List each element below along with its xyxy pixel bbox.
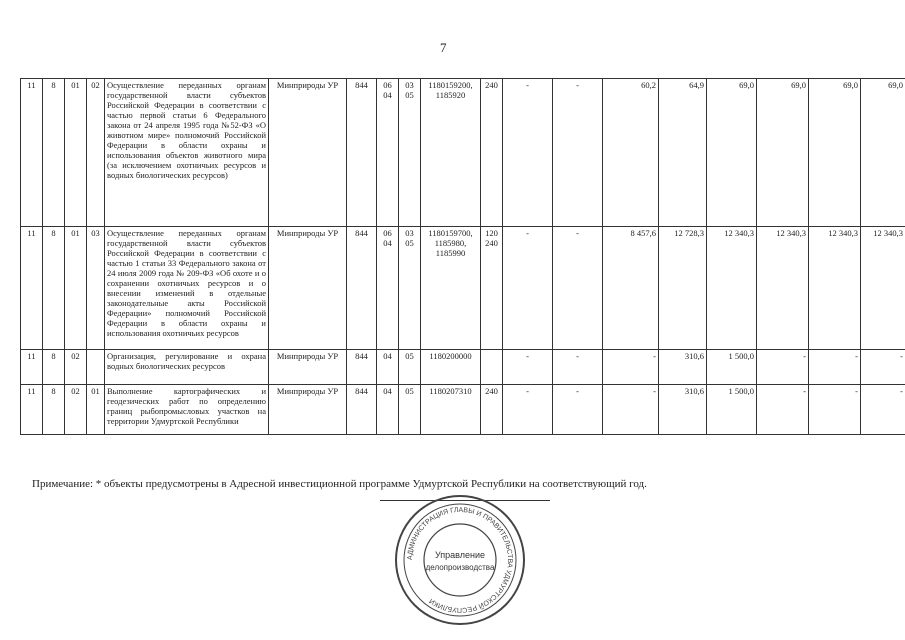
cell-v6: - [757,385,809,435]
page-number: 7 [440,40,447,55]
cell-v2: - [553,385,603,435]
cell-v7: 69,0 [809,79,861,227]
cell-c1: 11 [21,385,43,435]
cell-c3: 02 [65,350,87,385]
cell-c1: 11 [21,227,43,350]
cell-v2: - [553,79,603,227]
table-row [21,385,905,435]
cell-c4: 03 [87,227,105,350]
cell-agency: Минприроды УР [269,227,347,350]
cell-vr [481,350,503,385]
cell-v8: 12 340,3 [861,227,905,350]
cell-c1: 11 [21,350,43,385]
cell-v3: - [603,385,659,435]
cell-pr: 05 [399,385,421,435]
cell-v1: - [503,350,553,385]
cell-rz: 04 [377,385,399,435]
cell-v7: - [809,350,861,385]
cell-c4: 01 [87,385,105,435]
cell-c1: 11 [21,79,43,227]
cell-c3: 01 [65,227,87,350]
cell-csr: 1180159200, 1185920 [421,79,481,227]
cell-c2: 8 [43,385,65,435]
cell-v7: 12 340,3 [809,227,861,350]
cell-c4 [87,350,105,385]
cell-v8: 69,0 [861,79,905,227]
cell-v6: 12 340,3 [757,227,809,350]
cell-csr: 1180207310 [421,385,481,435]
cell-code: 844 [347,385,377,435]
cell-v8: - [861,350,905,385]
cell-c3: 02 [65,385,87,435]
cell-csr: 1180200000 [421,350,481,385]
cell-v5: 12 340,3 [707,227,757,350]
cell-c2: 8 [43,227,65,350]
cell-v3: - [603,350,659,385]
stamp-ring-text: АДМИНИСТРАЦИЯ ГЛАВЫ И ПРАВИТЕЛЬСТВА УДМУРТСКОЙ РЕСПУБЛИКИ [406,506,514,614]
cell-c4: 02 [87,79,105,227]
cell-agency: Минприроды УР [269,385,347,435]
table-row [21,79,905,227]
cell-v8: - [861,385,905,435]
cell-agency: Минприроды УР [269,79,347,227]
cell-vr: 240 [481,385,503,435]
cell-pr: 03 05 [399,227,421,350]
cell-description: Осуществление переданных органам государственной власти субъектов Российской Федерации в соответствии с частью 1 статьи 33 Федерального закона от 24 июля 2009 года № 209-ФЗ «Об охоте и о сохранении охотничьих ресурсов и о внесении изменений в отдельные законодательные акты Российской Федерации» полномочий Российской Федерации в области охраны и использования охотничьих ресурсов [105,227,269,350]
cell-code: 844 [347,227,377,350]
cell-c2: 8 [43,79,65,227]
cell-v2: - [553,350,603,385]
cell-description: Осуществление переданных органам государственной власти субъектов Российской Федерации в соответствии с частью первой статьи 6 Федерального закона от 24 апреля 1995 года №52-ФЗ «О животном мире» полномочий Российской Федерации в области охраны и использования объектов животного мира (за исключением охотничьих ресурсов и водных биологических ресурсов) [105,79,269,227]
cell-v1: - [503,385,553,435]
cell-rz: 06 04 [377,227,399,350]
cell-csr: 1180159700, 1185980, 1185990 [421,227,481,350]
cell-v7: - [809,385,861,435]
cell-v4: 64,9 [659,79,707,227]
cell-v5: 1 500,0 [707,385,757,435]
cell-v1: - [503,227,553,350]
cell-v6: - [757,350,809,385]
official-stamp [390,490,530,630]
cell-rz: 06 04 [377,79,399,227]
cell-v6: 69,0 [757,79,809,227]
cell-v2: - [553,227,603,350]
cell-v4: 12 728,3 [659,227,707,350]
cell-c2: 8 [43,350,65,385]
stamp-line-2: делопроизводства [425,563,495,572]
cell-vr: 120 240 [481,227,503,350]
cell-v1: - [503,79,553,227]
table-row [21,350,905,385]
table-row [21,227,905,350]
cell-description: Организация, регулирование и охрана водных биологических ресурсов [105,350,269,385]
cell-pr: 05 [399,350,421,385]
cell-v3: 60,2 [603,79,659,227]
cell-v3: 8 457,6 [603,227,659,350]
cell-agency: Минприроды УР [269,350,347,385]
budget-table [20,78,905,435]
stamp-line-1: Управление [434,550,486,560]
cell-v4: 310,6 [659,350,707,385]
cell-code: 844 [347,79,377,227]
cell-code: 844 [347,350,377,385]
cell-pr: 03 05 [399,79,421,227]
cell-vr: 240 [481,79,503,227]
cell-v5: 1 500,0 [707,350,757,385]
cell-c3: 01 [65,79,87,227]
footnote: Примечание: * объекты предусмотрены в Адресной инвестиционной программе Удмуртской Республики на соответствующий год. [32,478,647,490]
cell-v4: 310,6 [659,385,707,435]
cell-rz: 04 [377,350,399,385]
cell-v5: 69,0 [707,79,757,227]
cell-description: Выполнение картографических и геодезических работ по определению границ рыбопромысловых участков на территории Удмуртской Республики [105,385,269,435]
